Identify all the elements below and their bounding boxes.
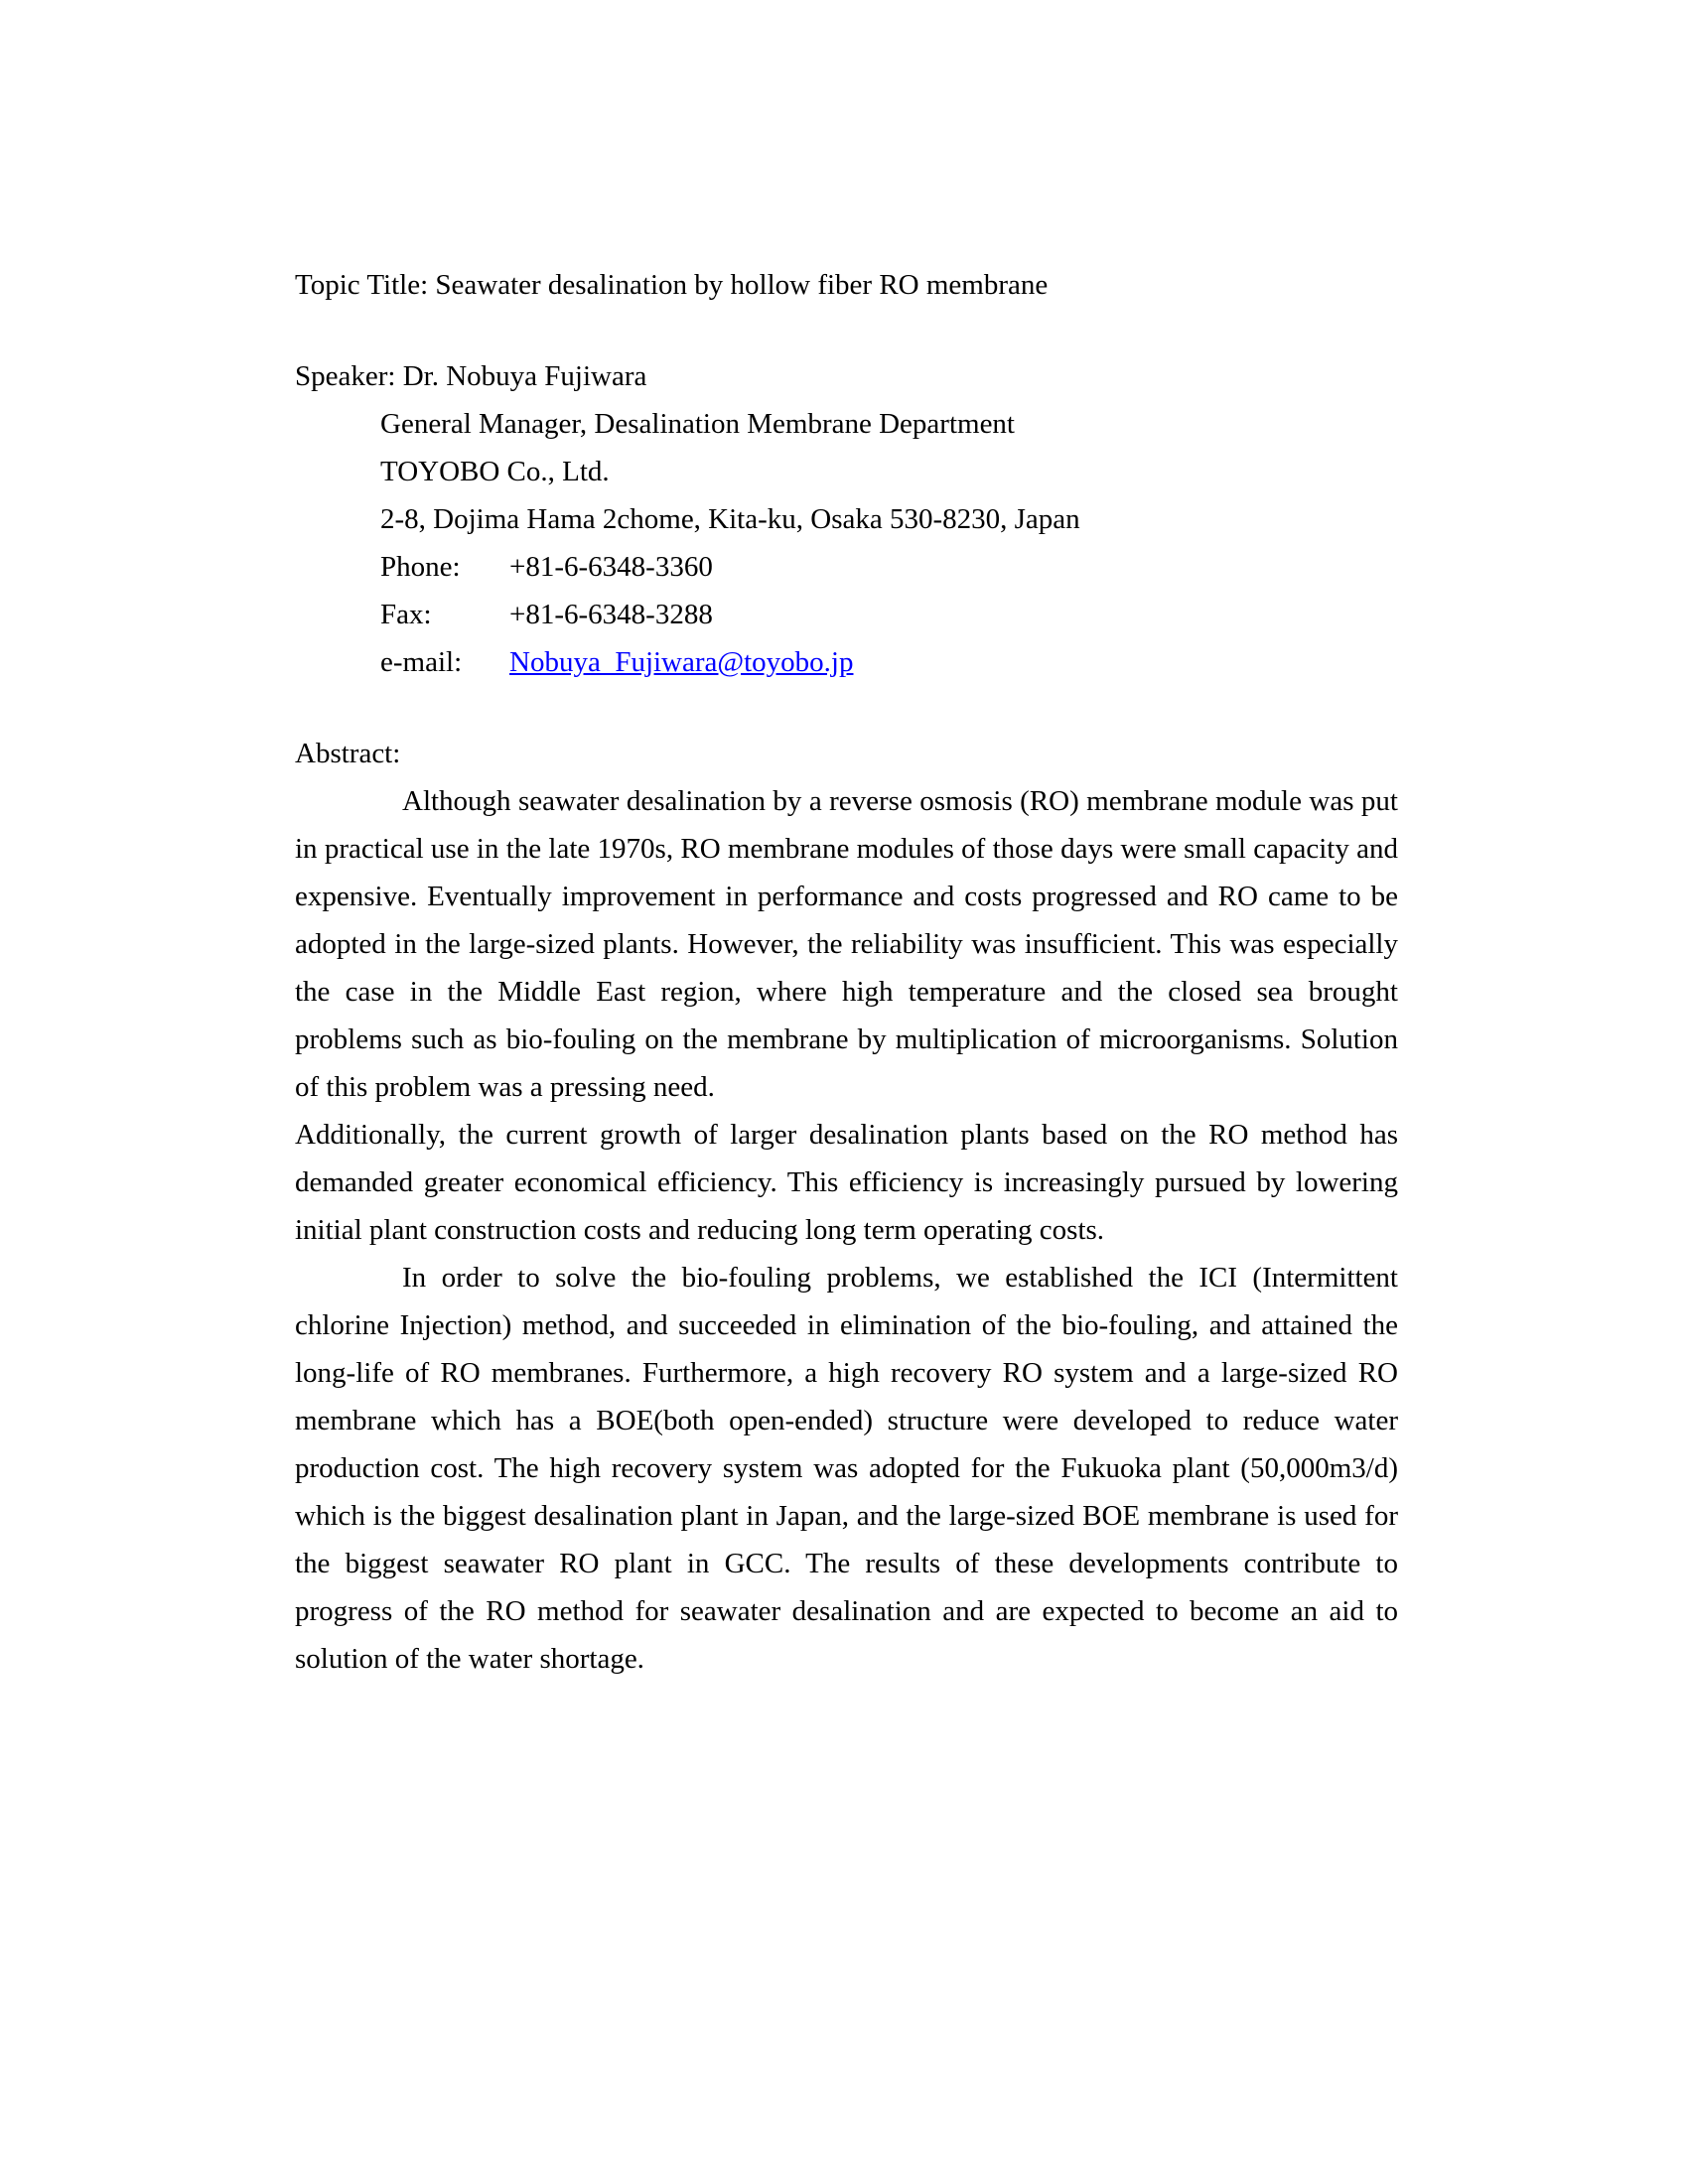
fax-label: Fax: xyxy=(380,599,432,630)
abstract-paragraph-1: Although seawater desalination by a reverse osmosis (RO) membrane module was put in practical use in the late 1970s, RO membrane modules of those days were small capacity and expensive. Eventually improvement in performance and costs progressed and RO came to be adopted in the large-sized plants. However, the reliability was insufficient. This was especially the case in the Middle East region, where high temperature and the closed sea brought problems such as bio-fouling on the membrane by multiplication of microorganisms. Solution of this problem was a pressing need. xyxy=(295,785,1398,1103)
email-label: e-mail: xyxy=(380,646,463,678)
phone-line xyxy=(380,543,1398,591)
fax-line xyxy=(380,591,1398,638)
affiliation-department: General Manager, Desalination Membrane Department xyxy=(380,408,1015,440)
topic-title: Topic Title: Seawater desalination by hollow fiber RO membrane xyxy=(295,269,1049,301)
affiliation-address: 2-8, Dojima Hama 2chome, Kita-ku, Osaka 530-8230, Japan xyxy=(380,503,1080,535)
abstract-heading: Abstract: xyxy=(295,738,401,769)
email-link[interactable]: Nobuya_Fujiwara@toyobo.jp xyxy=(509,646,854,678)
affiliation-company: TOYOBO Co., Ltd. xyxy=(380,456,610,487)
speaker-block xyxy=(295,352,1398,686)
speaker-contact-details xyxy=(380,400,1398,686)
phone-label: Phone: xyxy=(380,551,461,583)
abstract-paragraph-3: In order to solve the bio-fouling problems, we established the ICI (Intermittent chlorine Injection) method, and succeeded in elimination of the bio-fouling, and attained the long-life of RO membranes. Furthermore, a high recovery RO system and a large-sized RO membrane which has a BOE(both open-ended) structure were developed to reduce water production cost. The high recovery system was adopted for the Fukuoka plant (50,000m3/d) which is the biggest desalination plant in Japan, and the large-sized BOE membrane is used for the biggest seawater RO plant in GCC. The results of these developments contribute to progress of the RO method for seawater desalination and are expected to become an aid to solution of the water shortage. xyxy=(295,1262,1398,1675)
abstract-body xyxy=(295,777,1398,1683)
fax-value: +81-6-6348-3288 xyxy=(509,599,713,630)
email-line xyxy=(380,638,1398,686)
speaker-line: Speaker: Dr. Nobuya Fujiwara xyxy=(295,360,647,392)
phone-value: +81-6-6348-3360 xyxy=(509,551,713,583)
abstract-paragraph-2: Additionally, the current growth of larger desalination plants based on the RO method has demanded greater economical efficiency. This efficiency is increasingly pursued by lowering initial plant construction costs and reducing long term operating costs. xyxy=(295,1119,1398,1246)
